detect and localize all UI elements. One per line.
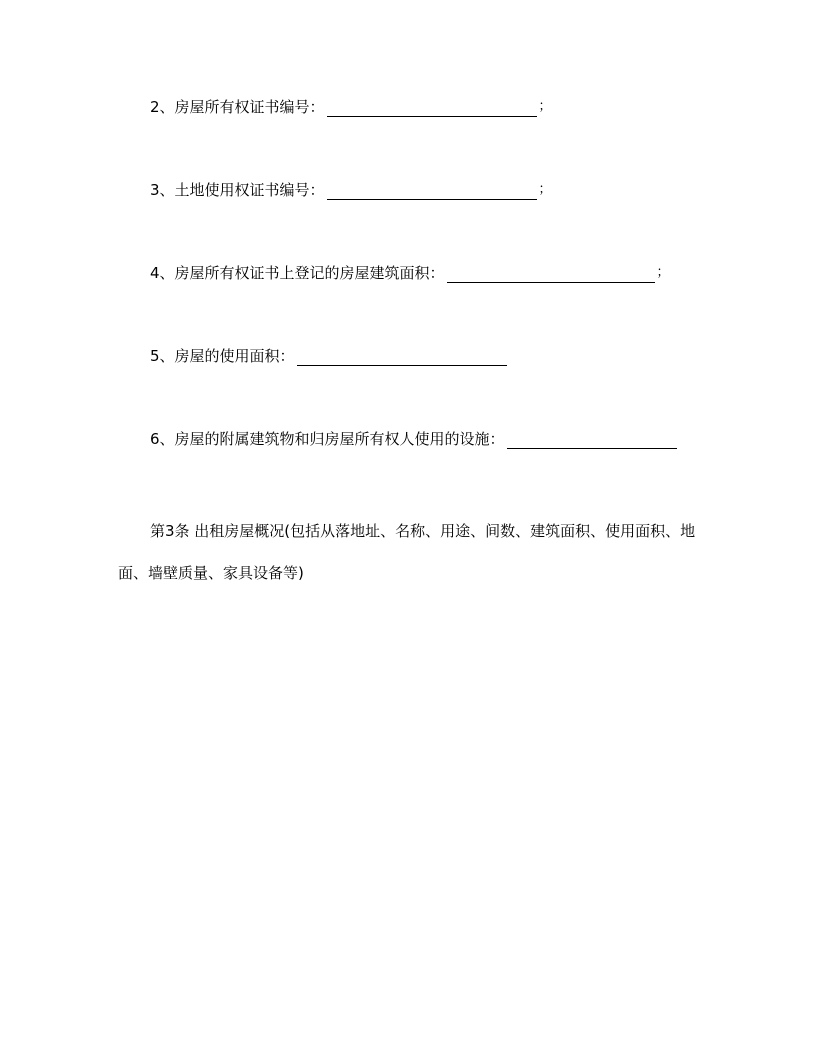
field-suffix: ； (538, 182, 552, 197)
field-line-facilities (150, 429, 677, 449)
article-3-paragraph (118, 510, 718, 594)
field-label: 5、房屋的使用面积： (150, 347, 295, 365)
field-suffix: ； (656, 265, 670, 280)
field-label: 2、房屋所有权证书编号： (150, 98, 325, 116)
article-3-text: 第3条 出租房屋概况(包括从落地址、名称、用途、间数、建筑面积、使用面积、地面、墙壁质量、家具设备等) (118, 522, 696, 582)
blank-underline (447, 264, 655, 283)
field-line-usable-area (150, 346, 507, 366)
blank-underline (327, 181, 537, 200)
field-line-land-cert (150, 180, 552, 200)
blank-underline (507, 430, 677, 449)
field-suffix: ； (538, 99, 552, 114)
field-label: 4、房屋所有权证书上登记的房屋建筑面积： (150, 264, 445, 282)
field-label: 3、土地使用权证书编号： (150, 181, 325, 199)
field-label: 6、房屋的附属建筑物和归房屋所有权人使用的设施： (150, 430, 505, 448)
blank-underline (297, 347, 507, 366)
field-line-building-area (150, 263, 670, 283)
field-line-ownership-cert (150, 97, 552, 117)
blank-underline (327, 98, 537, 117)
